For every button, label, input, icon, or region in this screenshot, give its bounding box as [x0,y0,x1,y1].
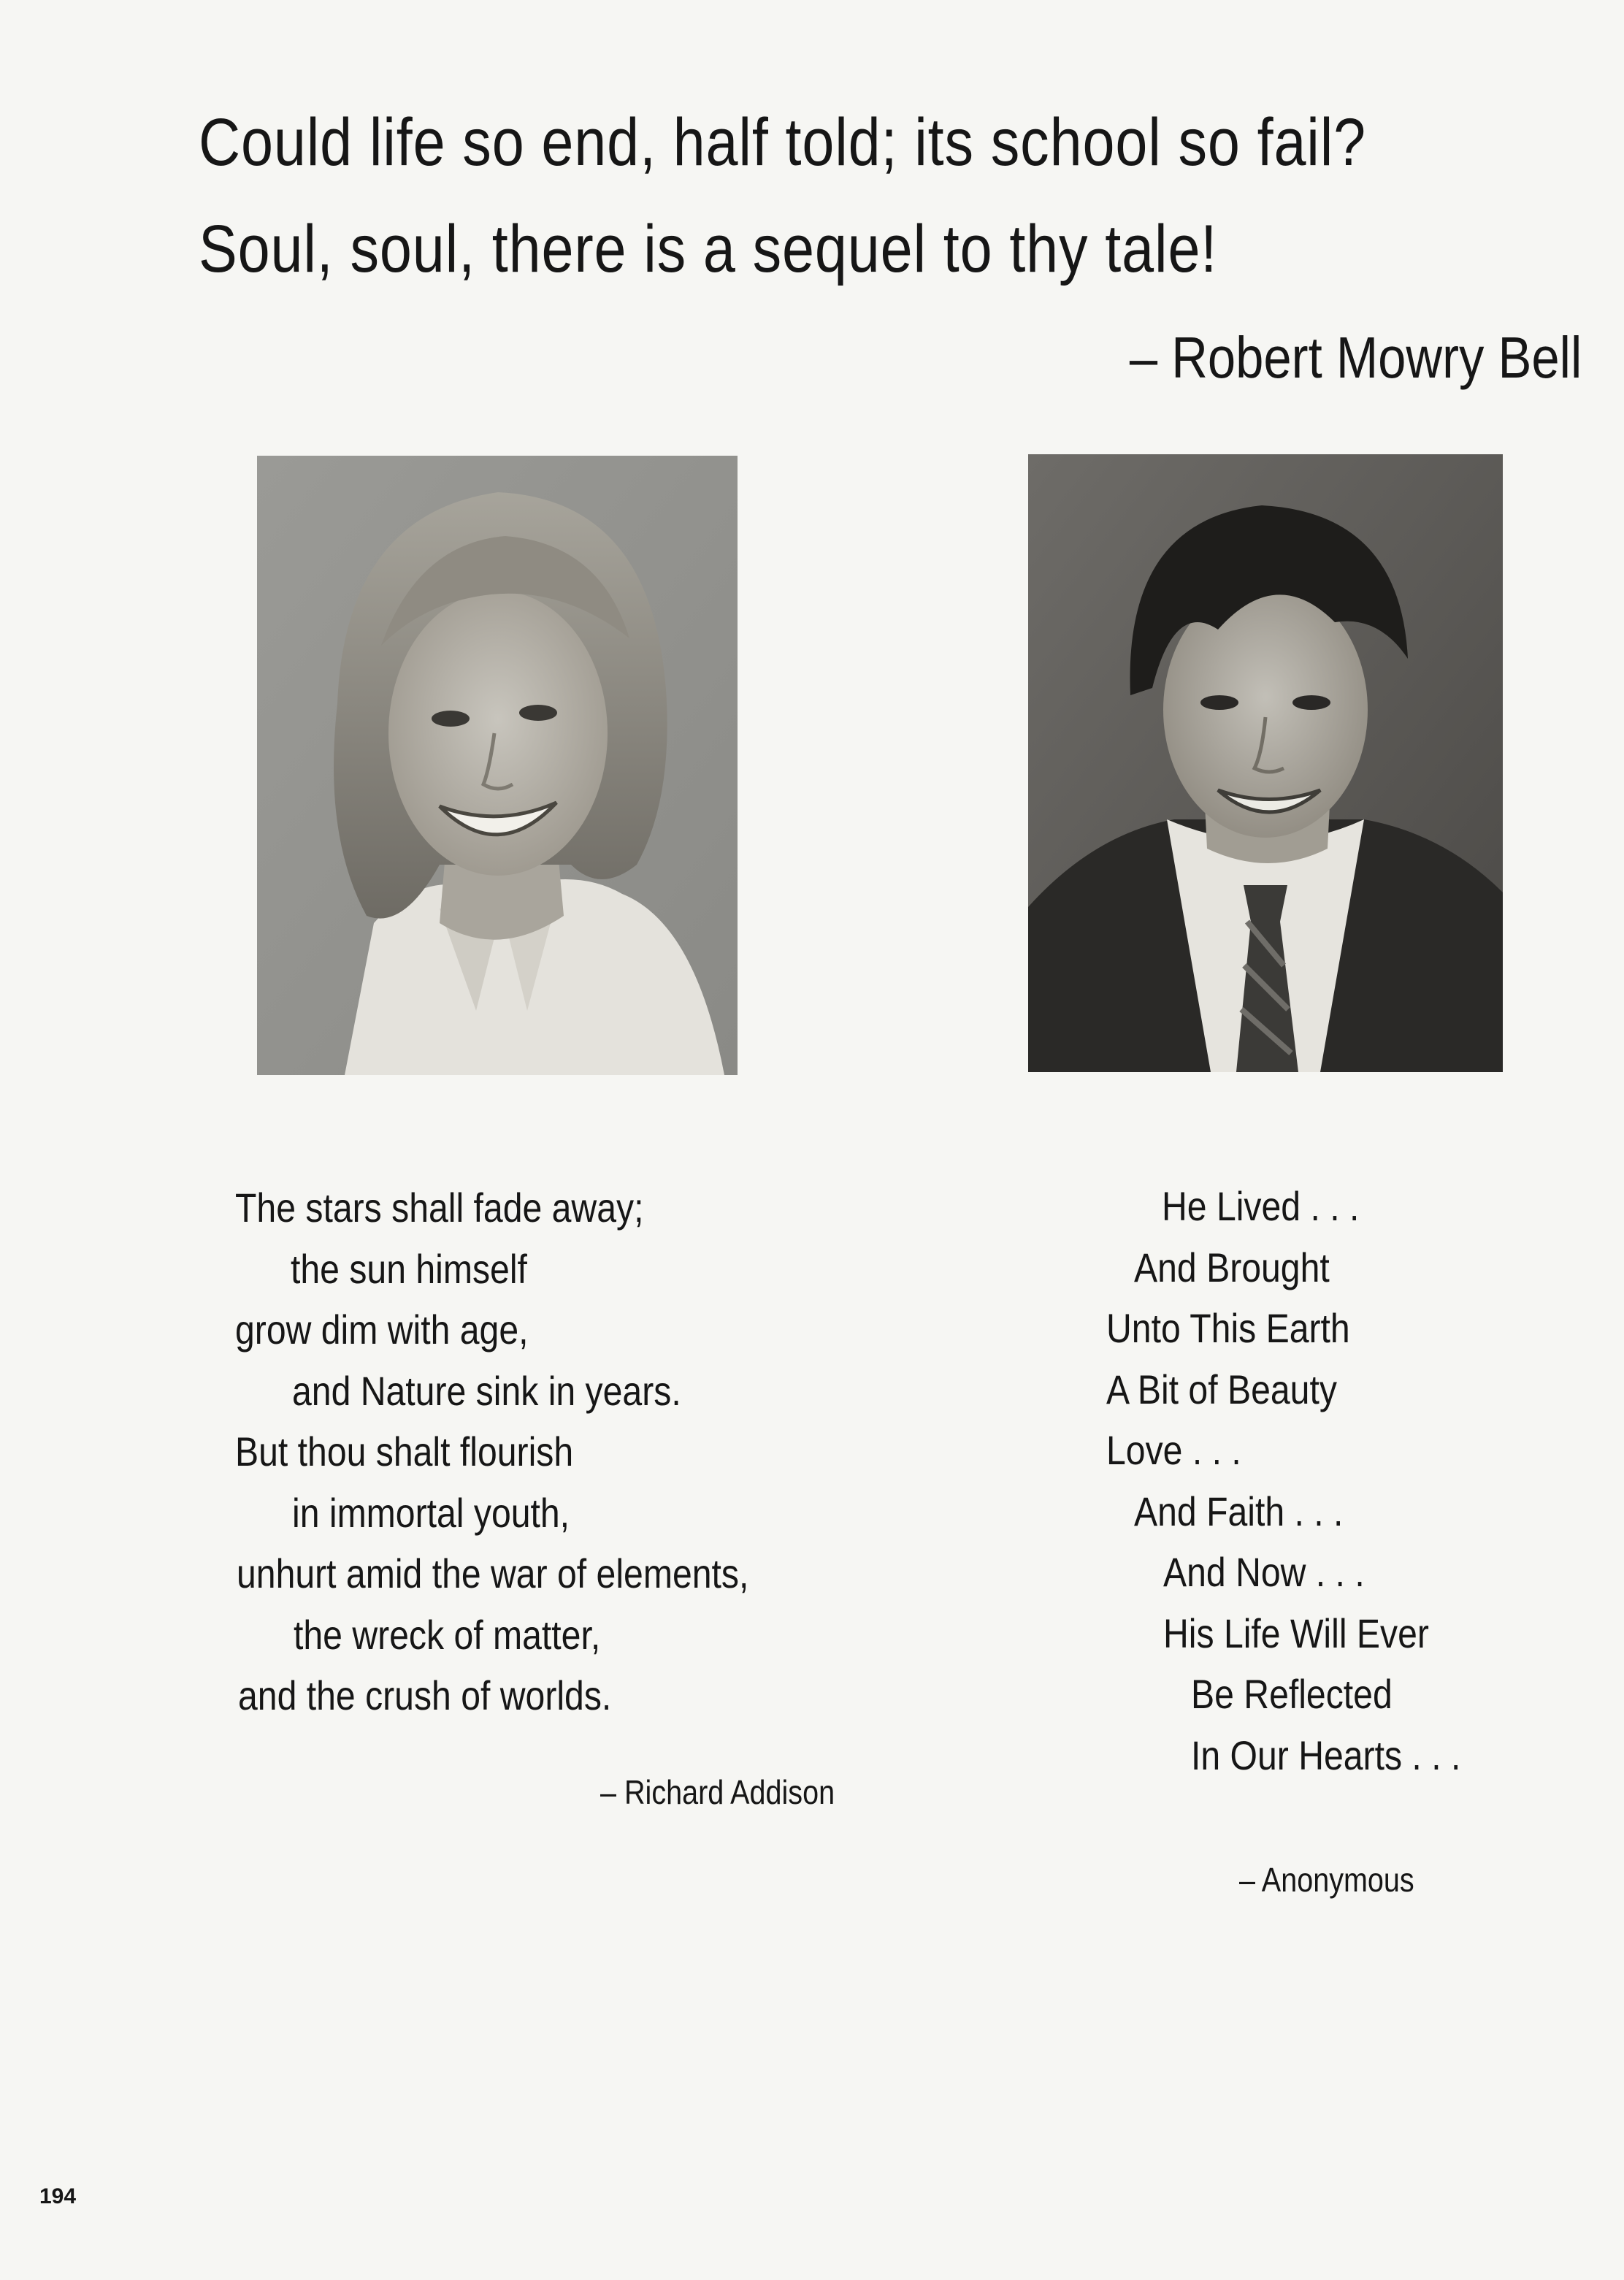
poem-right-attribution: – Anonymous [1239,1861,1414,1899]
poem-line: But thou shalt flourish [235,1428,574,1474]
poem-line: in immortal youth, [292,1489,570,1536]
poem-line: and Nature sink in years. [292,1367,681,1414]
poem-line: Love . . . [1106,1427,1241,1473]
poem-left [235,1177,892,1726]
poem-line: And Brought [1134,1244,1330,1290]
quote-attribution: – Robert Mowry Bell [1129,325,1582,390]
poem-line: His Life Will Ever [1163,1610,1429,1656]
poem-line: grow dim with age, [235,1307,529,1353]
poem-line: unhurt amid the war of elements, [237,1550,749,1596]
page-number: 194 [39,2184,77,2208]
poem-left-attribution: – Richard Addison [600,1773,835,1811]
portrait-photo-right [1028,454,1503,1072]
poem-line: In Our Hearts . . . [1191,1732,1461,1778]
poem-line: He Lived . . . [1162,1183,1360,1229]
poem-line: A Bit of Beauty [1106,1366,1337,1412]
poem-line: And Faith . . . [1134,1488,1344,1534]
poem-line: The stars shall fade away; [235,1185,644,1231]
portrait-photo-left [257,456,738,1075]
quote-line-2: Soul, soul, there is a sequel to thy tale! [199,212,1218,286]
poem-line: And Now . . . [1163,1549,1365,1595]
poem-right [1106,1176,1559,1786]
poem-line: Be Reflected [1191,1671,1393,1717]
poem-line: the sun himself [291,1245,527,1292]
quote-line-1: Could life so end, half told; its school so fail? [199,105,1367,180]
poem-line: and the crush of worlds. [238,1672,612,1718]
poem-line: Unto This Earth [1106,1305,1350,1351]
poem-line: the wreck of matter, [294,1611,601,1658]
top-quotation [199,89,1593,302]
